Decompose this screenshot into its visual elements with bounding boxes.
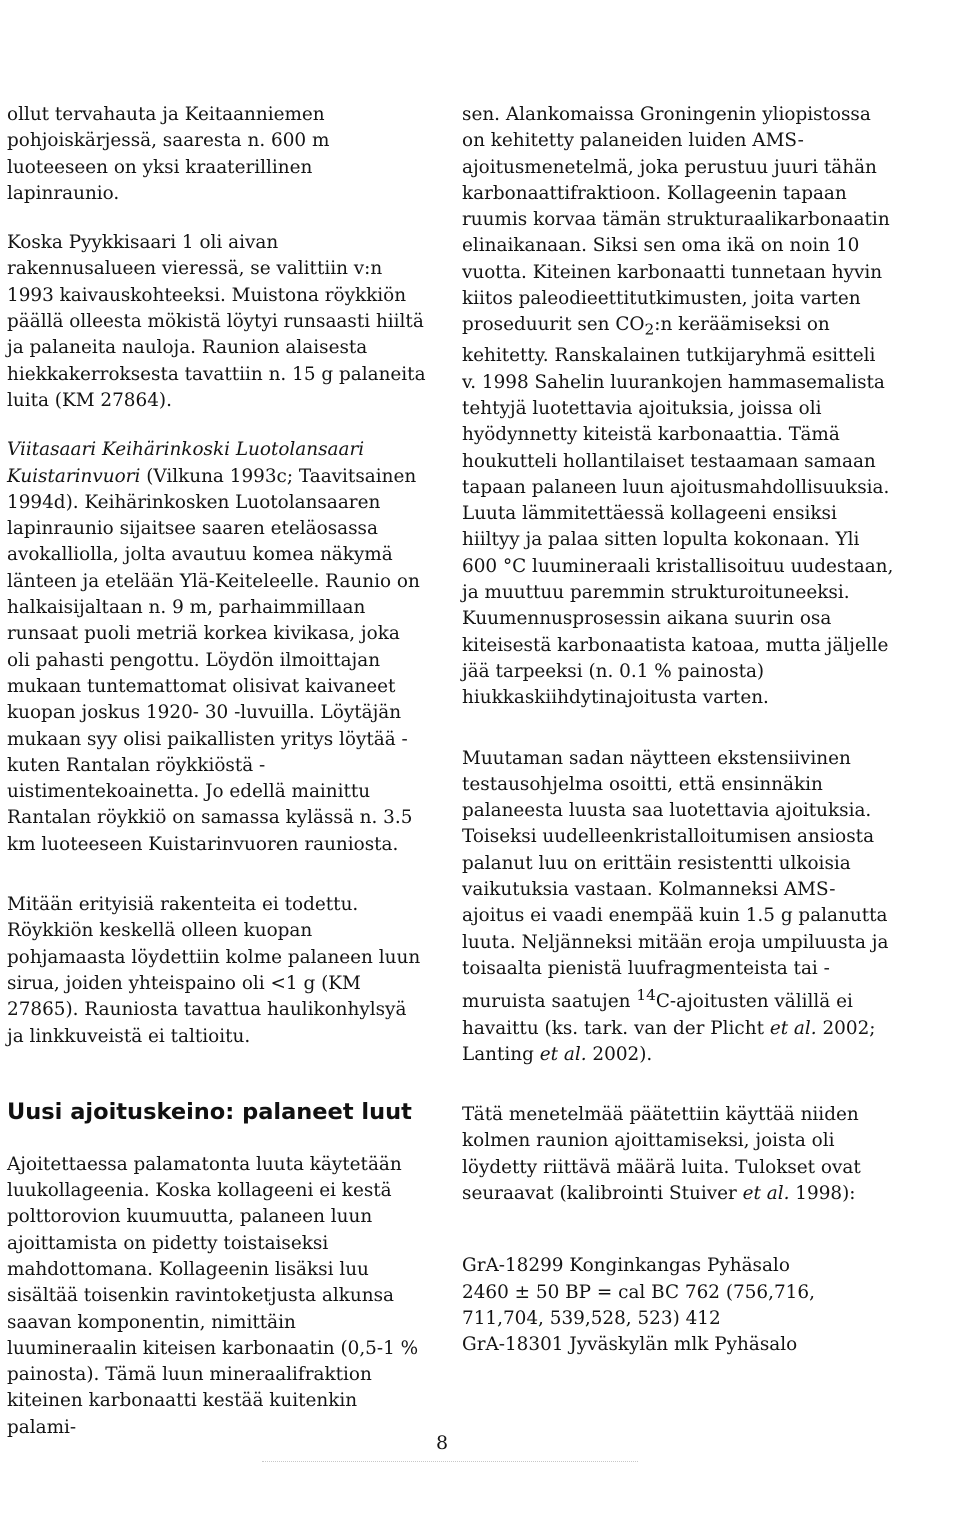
- paragraph: [462, 746, 894, 1069]
- site-name: Viitasaari Keihärinkoski Luotolansaari Kuistarinvuori: [7, 439, 365, 487]
- paragraph-text: (Vilkuna 1993c; Taavitsainen 1994d). Keihärinkosken Luotolansaaren lapinraunio sijaitsee saaren eteläosassa avokalliolla, jolta avautuu komea näkymä länteen ja etelään Ylä-Keiteleelle. Raunio on halkaisijaltaan n. 9 m, parhaimmillaan runsaat puoli metriä korkea kivikasa, joka oli pahasti pengottu. Löydön ilmoittajan mukaan tuntemattomat olisivat kaivaneet kuopan joskus 1920- 30 -luvuilla. Löytäjän mukaan syy olisi paikallisten yritys löytää - kuten Rantalan röykkiöstä - uistimentekoainetta. Jo edellä mainittu Rantalan röykkiö on samassa kylässä n. 3.5 km luoteeseen Kuistarinvuoren rauniosta.: [7, 465, 420, 855]
- result-entry-title: GrA-18301 Jyväskylän mlk Pyhäsalo: [462, 1334, 798, 1356]
- dating-results: [462, 1253, 894, 1358]
- footer-rule: [262, 1461, 638, 1462]
- left-column: [7, 102, 427, 1441]
- paragraph-text: Tätä menetelmää päätettiin käyttää niiden kolmen raunion ajoittamiseksi, joista oli löydetty riittävä määrä luita. Tulokset ovat seuraavat (kalibrointi Stuiver: [462, 1104, 861, 1205]
- paragraph: Ajoitettaessa palamatonta luuta käytetään luukollageenia. Koska kollageeni ei kestä polttorovion kuumuutta, palaneen luun ajoittamista on pidetty toistaiseksi mahdottomana. Kollageenin lisäksi luu sisältää toisenkin ravintoketjusta alkunsa saavan komponentin, nimittäin luumineraalin kiteisen karbonaatin (0,5-1 % painosta). Tämä luun mineraalifraktion kiteinen karbonaatti kestää kuitenkin palami-: [7, 1153, 419, 1438]
- paragraph: [462, 102, 894, 712]
- page-number: 8: [436, 1432, 449, 1454]
- paragraph: Koska Pyykkisaari 1 oli aivan rakennusalueen vieressä, se valittiin v:n 1993 kaivauskohteeksi. Muistona röykkiön päällä olleesta mökistä löytyi runsaasti hiiltä ja palaneita nauloja. Raunion alaisesta hiekkakerroksesta tavattiin n. 15 g palaneita luita (KM 27864).: [7, 232, 426, 411]
- et-al: et al.: [769, 1017, 817, 1039]
- paragraph-text: 2002).: [586, 1043, 653, 1065]
- paragraph-text: :n keräämiseksi on kehitetty. Ranskalainen tutkijaryhmä esitteli v. 1998 Sahelin luurankojen hammasemalista tehtyjä luotettavia ajoituksia, joissa oli hyödynnetty kiteistä karbonaattia. Tämä houkutteli hollantilaiset testaamaan samaan tapaan palaneen luun ajoitusmahdollisuuksia. Luuta lämmitettäessä kollageeni ensiksi hiiltyy ja palaa sitten lopulta kokonaan. Yli 600 °C luumineraali kristallisoituu uudestaan, ja muuttuu paremmin strukturoituneeksi. Kuumennusprosessin aikana suurin osa kiteisestä karbonaatista katoaa, mutta jäljelle jää tarpeeksi (n. 0.1 % painosta) hiukkaskiihdytinajoitusta varten.: [462, 314, 894, 709]
- right-column: [462, 102, 894, 1359]
- subscript: 2: [644, 321, 655, 340]
- result-entry-value: 2460 ± 50 BP = cal BC 762 (756,716, 711,704, 539,528, 523) 412: [462, 1281, 815, 1329]
- result-entry-title: GrA-18299 Konginkangas Pyhäsalo: [462, 1255, 790, 1277]
- paragraph-text: 2002; Lanting: [462, 1017, 876, 1065]
- paragraph: Mitään erityisiä rakenteita ei todettu. Röykkiön keskellä olleen kuopan pohjamaasta löydettiin kolme palaneen luun sirua, joiden yhteispaino oli <1 g (KM 27865). Rauniosta tavattua haulikonhylsyä ja linkkuveistä ei taltioitu.: [7, 894, 421, 1047]
- paragraph-text: sen. Alankomaissa Groningenin yliopistossa on kehitetty palaneiden luiden AMS-ajoitusmenetelmä, joka perustuu juuri tähän karbonaattifraktioon. Kollageenin tapaan ruumis korvaa tämän strukturaalikarbonaatin elinaikanaan. Siksi sen oma ikä on noin 10 vuotta. Kiteinen karbonaatti tunnetaan hyvin kiitos paleodieettitutkimusten, joita varten proseduurit sen CO: [462, 104, 890, 336]
- paragraph-text: Muutaman sadan näytteen ekstensiivinen testausohjelma osoitti, että ensinnäkin palaneesta luusta saa luotettavia ajoituksia. Toiseksi uudelleenkristalloitumisen ansiosta palanut luu on erittäin resistentti ulkoisia vaikutuksia vastaan. Kolmanneksi AMS-ajoitus ei vaadi enempää kuin 1.5 g palanutta luuta. Neljänneksi mitään eroja umpiluusta ja toisaalta pienistä luufragmenteista tai -muruista saatujen: [462, 747, 889, 1013]
- et-al: et al.: [742, 1183, 790, 1205]
- paragraph: [462, 1102, 894, 1207]
- paragraph-text: C-ajoitusten välillä ei havaittu (ks. tark. van der Plicht: [462, 991, 853, 1039]
- paragraph: [7, 437, 427, 858]
- paragraph: ollut tervahauta ja Keitaanniemen pohjoiskärjessä, saaresta n. 600 m luoteeseen on yksi kraaterillinen lapinraunio.: [7, 104, 330, 204]
- et-al: et al.: [539, 1043, 587, 1065]
- paragraph-text: 1998):: [789, 1183, 856, 1205]
- section-heading: Uusi ajoituskeino: palaneet luut: [7, 1098, 412, 1125]
- superscript: 14: [636, 986, 656, 1005]
